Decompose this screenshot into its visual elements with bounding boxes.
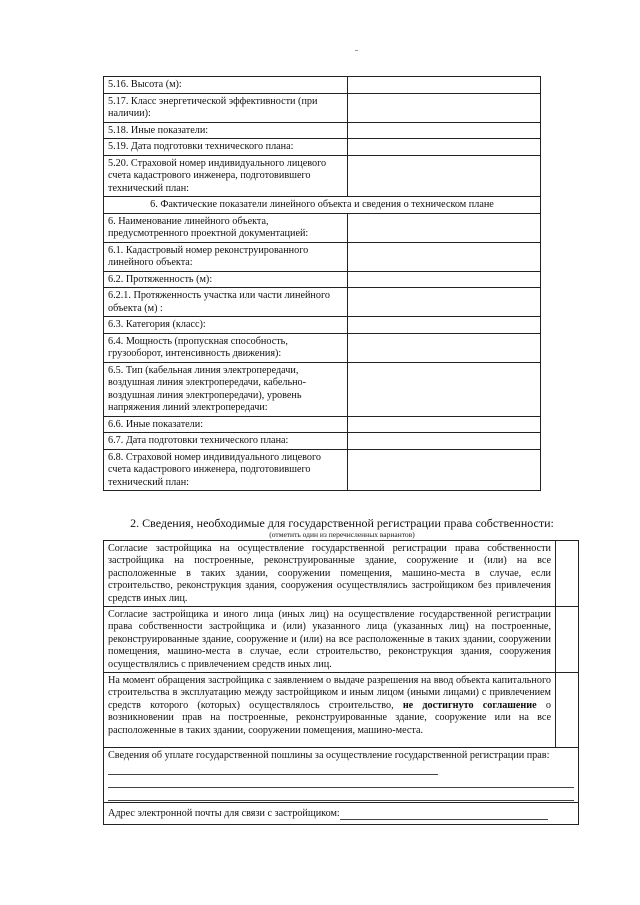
option-1-checkbox[interactable] bbox=[556, 541, 579, 607]
option-row-3 bbox=[104, 673, 579, 748]
section5-item-3-label: 5.19. Дата подготовки технического плана: bbox=[104, 139, 348, 156]
email-cell bbox=[104, 802, 579, 824]
section5-item-2-row bbox=[104, 122, 541, 139]
section5-item-4-value[interactable] bbox=[348, 155, 541, 197]
section2-heading bbox=[103, 516, 581, 539]
section6-item-6-label: 6.5. Тип (кабельная линия электропередачи, воздушная линия электропередачи, кабельно-воздушная линия электропередачи), уровень напряжения линий электропередачи: bbox=[104, 362, 348, 416]
section6-item-9-value[interactable] bbox=[348, 449, 541, 491]
section6-item-7-label: 6.6. Иные показатели: bbox=[104, 416, 348, 433]
section6-header-row bbox=[104, 197, 541, 214]
section5-item-4-row bbox=[104, 155, 541, 197]
section6-item-3-row bbox=[104, 288, 541, 317]
ownership-registration-table bbox=[103, 540, 579, 825]
section6-item-1-row bbox=[104, 242, 541, 271]
email-input-line[interactable] bbox=[340, 819, 548, 820]
email-row bbox=[104, 802, 579, 824]
section5-item-0-value[interactable] bbox=[348, 77, 541, 94]
section5-item-0-row bbox=[104, 77, 541, 94]
section6-item-5-row bbox=[104, 333, 541, 362]
section6-item-9-label: 6.8. Страховой номер индивидуального лицевого счета кадастрового инженера, подготовившего технический план: bbox=[104, 449, 348, 491]
section6-item-8-label: 6.7. Дата подготовки технического плана: bbox=[104, 433, 348, 450]
section6-item-7-row bbox=[104, 416, 541, 433]
option-3-emphasis: не достигнуто соглашение bbox=[402, 699, 537, 711]
section6-item-0-value[interactable] bbox=[348, 213, 541, 242]
section6-item-3-label: 6.2.1. Протяженность участка или части линейного объекта (м) : bbox=[104, 288, 348, 317]
section5-item-1-label: 5.17. Класс энергетической эффективности (при наличии): bbox=[104, 93, 348, 122]
section5-item-3-value[interactable] bbox=[348, 139, 541, 156]
technical-plan-table bbox=[103, 76, 541, 491]
section6-item-7-value[interactable] bbox=[348, 416, 541, 433]
section6-item-0-row bbox=[104, 213, 541, 242]
option-row-1 bbox=[104, 541, 579, 607]
section6-item-8-value[interactable] bbox=[348, 433, 541, 450]
section6-item-2-label: 6.2. Протяженность (м): bbox=[104, 271, 348, 288]
fee-row bbox=[104, 748, 579, 803]
section6-item-2-row bbox=[104, 271, 541, 288]
section6-item-1-value[interactable] bbox=[348, 242, 541, 271]
section6-header: 6. Фактические показатели линейного объекта и сведения о техническом плане bbox=[104, 197, 541, 214]
section5-item-2-value[interactable] bbox=[348, 122, 541, 139]
section2-title: 2. Сведения, необходимые для государственной регистрации права собственности: bbox=[130, 516, 554, 530]
section5-item-4-label: 5.20. Страховой номер индивидуального лицевого счета кадастрового инженера, подготовившего технический план: bbox=[104, 155, 348, 197]
fee-label: Сведения об уплате государственной пошлины за осуществление государственной регистрации прав: bbox=[108, 750, 550, 762]
section6-item-5-label: 6.4. Мощность (пропускная способность, грузооборот, интенсивность движения): bbox=[104, 333, 348, 362]
section5-item-1-row bbox=[104, 93, 541, 122]
option-1-text: Согласие застройщика на осуществление государственной регистрации права собственности застройщика на построенные, реконструированные здание, сооружение и (или) на все расположенные в таких здании, сооружении помещения, машино-места в случае, если строительство, реконструкция здания, сооружения осуществлялись застройщиком без привлечения средств иных лиц. bbox=[104, 541, 556, 607]
section6-item-4-value[interactable] bbox=[348, 317, 541, 334]
option-2-text: Согласие застройщика и иного лица (иных лиц) на осуществление государственной регистрации права собственности застройщика и (или) указанного лица (указанных лиц) на построенные, реконструированные здание, сооружение и (или) на все расположенные в таких здании, сооружении помещения, машино-места в случае, если строительство, реконструкция здания, сооружения осуществлялись с привлечением средств иных лиц. bbox=[104, 607, 556, 673]
section6-item-2-value[interactable] bbox=[348, 271, 541, 288]
section5-item-0-label: 5.16. Высота (м): bbox=[104, 77, 348, 94]
option-3-text bbox=[104, 673, 556, 748]
section5-item-1-value[interactable] bbox=[348, 93, 541, 122]
section6-item-1-label: 6.1. Кадастровый номер реконструированного линейного объекта: bbox=[104, 242, 348, 271]
section6-item-8-row bbox=[104, 433, 541, 450]
section6-item-5-value[interactable] bbox=[348, 333, 541, 362]
scan-mark bbox=[355, 50, 358, 51]
fee-line-2[interactable] bbox=[108, 776, 574, 788]
option-2-checkbox[interactable] bbox=[556, 607, 579, 673]
section6-item-0-label: 6. Наименование линейного объекта, предусмотренного проектной документацией: bbox=[104, 213, 348, 242]
fee-cell bbox=[104, 748, 579, 803]
section6-item-6-row bbox=[104, 362, 541, 416]
section6-item-4-row bbox=[104, 317, 541, 334]
section5-item-2-label: 5.18. Иные показатели: bbox=[104, 122, 348, 139]
option-row-2 bbox=[104, 607, 579, 673]
section6-item-3-value[interactable] bbox=[348, 288, 541, 317]
option-3-checkbox[interactable] bbox=[556, 673, 579, 748]
section2-subtitle: (отметить один из перечисленных вариантов) bbox=[269, 530, 415, 539]
section6-item-9-row bbox=[104, 449, 541, 491]
fee-line-1[interactable] bbox=[108, 774, 438, 775]
option-3-text-start: На момент обращения застройщика с заявлением о выдаче разрешения на ввод объекта капитального строительства в эксплуатацию между застройщиком и иным лицом (иными лицами) с привлечением средств которого (которых) осуществлялось строительство, bbox=[108, 675, 551, 711]
section6-item-4-label: 6.3. Категория (класс): bbox=[104, 317, 348, 334]
section6-item-6-value[interactable] bbox=[348, 362, 541, 416]
fee-line-3[interactable] bbox=[108, 789, 574, 801]
email-label: Адрес электронной почты для связи с застройщиком: bbox=[108, 807, 340, 819]
section5-item-3-row bbox=[104, 139, 541, 156]
option-3-text-end: о возникновении прав на построенные, реконструированные здание, сооружение или на все расположенные в таких здании, сооружении помещения, машино-места. bbox=[108, 699, 551, 736]
